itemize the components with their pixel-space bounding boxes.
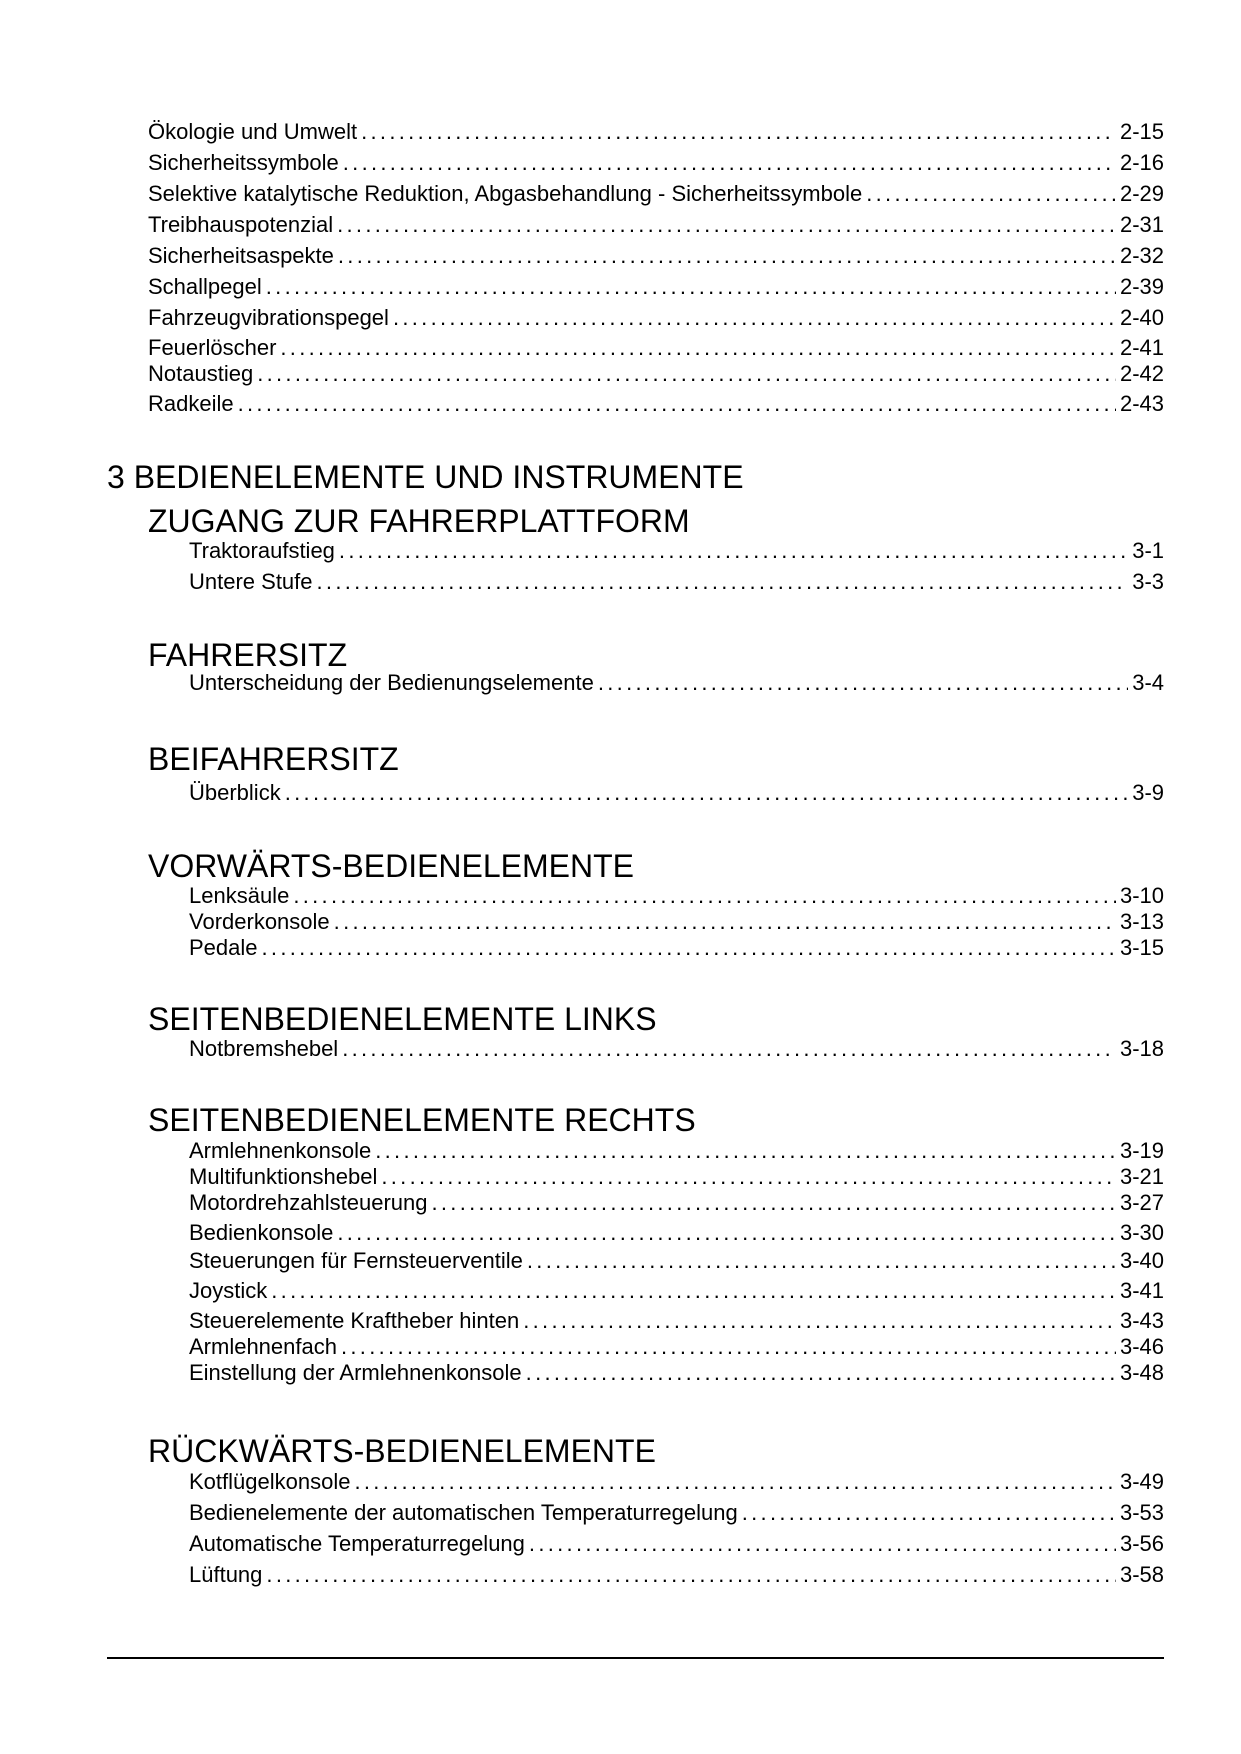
- toc-leader-dots: [338, 243, 1116, 269]
- toc-entry-page: 3-56: [1119, 1531, 1164, 1556]
- toc-entry-title: Steuerungen für Fernsteuerventile: [189, 1248, 523, 1273]
- toc-entry-page: 3-40: [1119, 1248, 1164, 1273]
- toc-entry-title: Multifunktionshebel: [189, 1164, 378, 1189]
- toc-leader-dots: [361, 119, 1116, 145]
- toc-entry-title: Ökologie und Umwelt: [148, 119, 358, 144]
- toc-leader-dots: [343, 150, 1116, 176]
- toc-entry-title: Armlehnenfach: [189, 1334, 337, 1359]
- toc-entry[interactable]: [189, 1278, 1164, 1304]
- toc-entry-title: Vorderkonsole: [189, 909, 330, 934]
- toc-leader-dots: [285, 780, 1129, 806]
- toc-entry[interactable]: [189, 935, 1164, 961]
- toc-entry-page: 3-30: [1119, 1220, 1164, 1245]
- toc-leader-dots: [866, 181, 1116, 207]
- toc-entry[interactable]: [148, 243, 1164, 269]
- toc-entry[interactable]: [148, 361, 1164, 387]
- toc-entry-title: Überblick: [189, 780, 281, 805]
- toc-leader-dots: [354, 1469, 1116, 1495]
- toc-entry-title: Schallpegel: [148, 274, 262, 299]
- toc-entry[interactable]: [189, 569, 1164, 595]
- toc-leader-dots: [342, 1036, 1116, 1062]
- toc-entry[interactable]: [189, 883, 1164, 909]
- toc-leader-dots: [271, 1278, 1116, 1304]
- toc-leader-dots: [381, 1164, 1116, 1190]
- toc-entry-page: 3-10: [1119, 883, 1164, 908]
- section-title: RÜCKWÄRTS-BEDIENELEMENTE: [148, 1433, 656, 1469]
- toc-leader-dots: [293, 883, 1116, 909]
- toc-entry[interactable]: [148, 181, 1164, 207]
- section-title: SEITENBEDIENELEMENTE RECHTS: [148, 1102, 696, 1138]
- toc-entry[interactable]: [189, 1248, 1164, 1274]
- toc-entry[interactable]: [148, 335, 1164, 361]
- toc-leader-dots: [375, 1138, 1116, 1164]
- toc-leader-dots: [742, 1500, 1116, 1526]
- toc-entry[interactable]: [189, 1164, 1164, 1190]
- toc-entry-page: 3-19: [1119, 1138, 1164, 1163]
- toc-leader-dots: [334, 909, 1116, 935]
- toc-entry-title: Unterscheidung der Bedienungselemente: [189, 670, 594, 695]
- toc-entry-title: Motordrehzahlsteuerung: [189, 1190, 428, 1215]
- toc-entry[interactable]: [148, 391, 1164, 417]
- toc-entry[interactable]: [189, 780, 1164, 806]
- section-title: VORWÄRTS-BEDIENELEMENTE: [148, 848, 635, 884]
- toc-entry-page: 3-27: [1119, 1190, 1164, 1215]
- toc-entry[interactable]: [148, 274, 1164, 300]
- toc-entry-title: Notaustieg: [148, 361, 254, 386]
- toc-leader-dots: [280, 335, 1116, 361]
- toc-entry-title: Radkeile: [148, 391, 234, 416]
- toc-leader-dots: [341, 1334, 1116, 1360]
- toc-entry-title: Automatische Temperaturregelung: [189, 1531, 525, 1556]
- toc-leader-dots: [598, 670, 1128, 696]
- toc-entry-title: Notbremshebel: [189, 1036, 339, 1061]
- footer-divider: [107, 1657, 1164, 1659]
- toc-entry-title: Kotflügelkonsole: [189, 1469, 351, 1494]
- toc-leader-dots: [266, 274, 1116, 300]
- toc-entry[interactable]: [148, 119, 1164, 145]
- toc-entry[interactable]: [189, 909, 1164, 935]
- toc-leader-dots: [529, 1531, 1116, 1557]
- toc-entry-title: Fahrzeugvibrationspegel: [148, 305, 389, 330]
- toc-entry-page: 3-1: [1132, 538, 1164, 563]
- toc-entry-page: 2-29: [1119, 181, 1164, 206]
- toc-entry[interactable]: [189, 1360, 1164, 1386]
- toc-leader-dots: [393, 305, 1116, 331]
- toc-entry-page: 2-39: [1119, 274, 1164, 299]
- toc-entry-page: 2-43: [1119, 391, 1164, 416]
- toc-entry[interactable]: [189, 1190, 1164, 1216]
- toc-entry[interactable]: [189, 1469, 1164, 1495]
- toc-entry-title: Pedale: [189, 935, 258, 960]
- chapter-title: 3 BEDIENELEMENTE UND INSTRUMENTE: [107, 459, 744, 495]
- toc-entry-title: Sicherheitssymbole: [148, 150, 339, 175]
- toc-entry-page: 3-4: [1132, 670, 1164, 695]
- toc-entry-title: Lüftung: [189, 1562, 263, 1587]
- toc-entry-title: Bedienkonsole: [189, 1220, 334, 1245]
- toc-entry[interactable]: [148, 150, 1164, 176]
- toc-entry[interactable]: [189, 1531, 1164, 1557]
- toc-entry-title: Sicherheitsaspekte: [148, 243, 334, 268]
- toc-entry-page: 3-58: [1119, 1562, 1164, 1587]
- toc-entry-page: 3-9: [1132, 780, 1164, 805]
- toc-leader-dots: [523, 1308, 1116, 1334]
- toc-leader-dots: [337, 1220, 1116, 1246]
- toc-entry[interactable]: [148, 305, 1164, 331]
- toc-leader-dots: [527, 1248, 1116, 1274]
- toc-entry-title: Steuerelemente Kraftheber hinten: [189, 1308, 520, 1333]
- toc-entry-page: 2-15: [1119, 119, 1164, 144]
- toc-leader-dots: [339, 538, 1128, 564]
- toc-entry-title: Untere Stufe: [189, 569, 313, 594]
- toc-entry-page: 3-13: [1119, 909, 1164, 934]
- toc-entry[interactable]: [189, 1500, 1164, 1526]
- toc-entry[interactable]: [148, 212, 1164, 238]
- toc-entry-page: 3-46: [1119, 1334, 1164, 1359]
- toc-entry-page: 3-18: [1119, 1036, 1164, 1061]
- toc-entry-page: 3-3: [1132, 569, 1164, 594]
- toc-entry[interactable]: [189, 1036, 1164, 1062]
- toc-entry-page: 3-48: [1119, 1360, 1164, 1385]
- toc-entry-page: 2-16: [1119, 150, 1164, 175]
- toc-leader-dots: [317, 569, 1129, 595]
- toc-entry-page: 3-41: [1119, 1278, 1164, 1303]
- toc-entry-page: 3-53: [1119, 1500, 1164, 1525]
- toc-entry-page: 3-43: [1119, 1308, 1164, 1333]
- section-title: FAHRERSITZ: [148, 637, 348, 673]
- toc-entry-title: Selektive katalytische Reduktion, Abgasbehandlung - Sicherheitssymbole: [148, 181, 863, 206]
- toc-entry-page: 3-21: [1119, 1164, 1164, 1189]
- toc-entry[interactable]: [189, 1308, 1164, 1334]
- toc-leader-dots: [238, 391, 1116, 417]
- toc-entry[interactable]: [189, 1138, 1164, 1164]
- toc-entry-title: Lenksäule: [189, 883, 290, 908]
- toc-entry[interactable]: [189, 1334, 1164, 1360]
- toc-entry-page: 2-41: [1119, 335, 1164, 360]
- toc-entry-title: Bedienelemente der automatischen Temperaturregelung: [189, 1500, 738, 1525]
- toc-entry-title: Feuerlöscher: [148, 335, 277, 360]
- toc-entry[interactable]: [189, 1562, 1164, 1588]
- toc-leader-dots: [526, 1360, 1116, 1386]
- toc-leader-dots: [257, 361, 1116, 387]
- toc-entry-page: 3-49: [1119, 1469, 1164, 1494]
- toc-leader-dots: [266, 1562, 1116, 1588]
- toc-entry[interactable]: [189, 538, 1164, 564]
- toc-entry-page: 3-15: [1119, 935, 1164, 960]
- toc-leader-dots: [262, 935, 1116, 961]
- section-title: SEITENBEDIENELEMENTE LINKS: [148, 1001, 657, 1037]
- toc-leader-dots: [431, 1190, 1115, 1216]
- toc-entry-page: 2-42: [1119, 361, 1164, 386]
- toc-entry-page: 2-40: [1119, 305, 1164, 330]
- toc-entry-page: 2-31: [1119, 212, 1164, 237]
- toc-entry[interactable]: [189, 670, 1164, 696]
- section-title: ZUGANG ZUR FAHRERPLATTFORM: [148, 503, 690, 539]
- toc-entry-title: Joystick: [189, 1278, 268, 1303]
- toc-entry-page: 2-32: [1119, 243, 1164, 268]
- section-title: BEIFAHRERSITZ: [148, 741, 399, 777]
- toc-entry-title: Traktoraufstieg: [189, 538, 335, 563]
- toc-entry-title: Einstellung der Armlehnenkonsole: [189, 1360, 522, 1385]
- toc-entry-title: Armlehnenkonsole: [189, 1138, 372, 1163]
- toc-entry[interactable]: [189, 1220, 1164, 1246]
- toc-entry-title: Treibhauspotenzial: [148, 212, 334, 237]
- toc-leader-dots: [337, 212, 1116, 238]
